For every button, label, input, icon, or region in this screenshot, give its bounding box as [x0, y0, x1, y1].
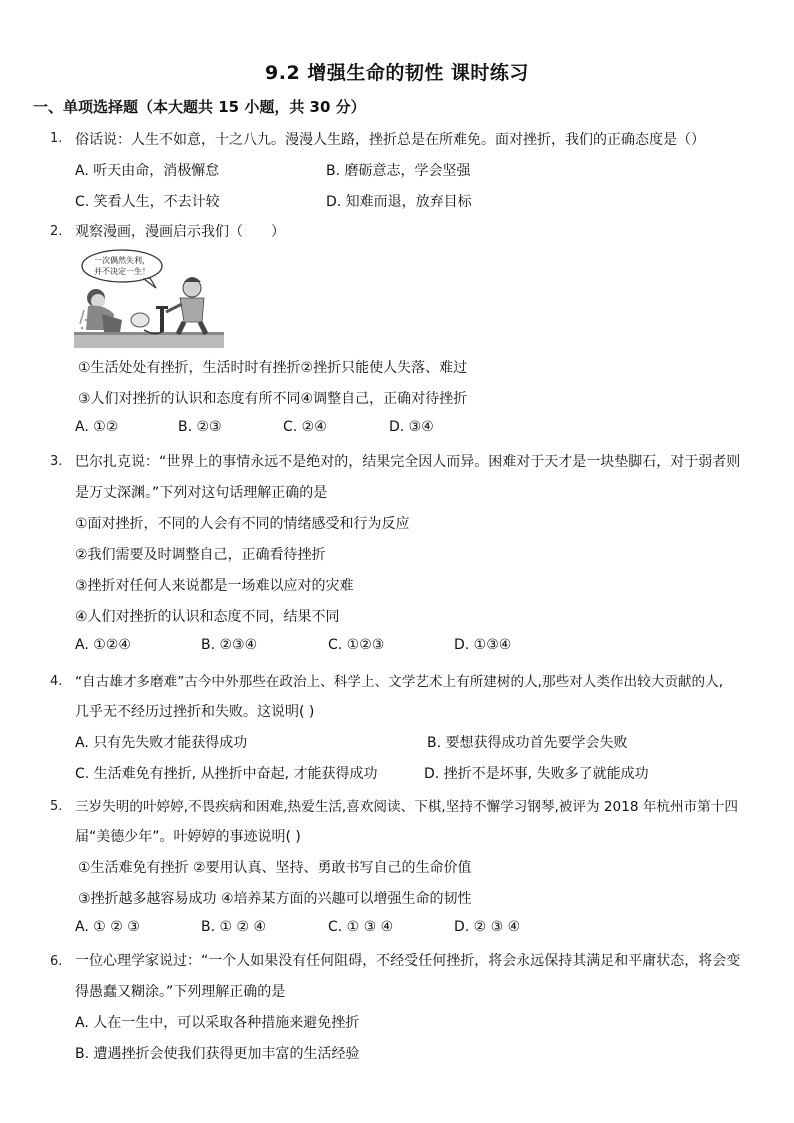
question-number: 4.	[50, 674, 63, 689]
option-d: D. 知难而退，放弃目标	[326, 194, 472, 210]
option-c: C. ① ③ ④	[328, 919, 394, 935]
option-b: B. 要想获得成功首先要学会失败	[427, 735, 628, 751]
bubble-text-line2: 并不决定一生！	[94, 267, 150, 276]
statement-line: ①生活难免有挫折 ②要用认真、坚持、勇敢书写自己的生命价值	[78, 860, 472, 876]
page-title: 9.2 增强生命的韧性 课时练习	[265, 62, 529, 84]
option-b: B. ① ② ④	[201, 919, 267, 935]
option-a: A. 只有先失败才能获得成功	[75, 735, 248, 751]
question-stem: 观察漫画，漫画启示我们（ ）	[75, 224, 285, 240]
option-d: D. 挫折不是坏事, 失败多了就能成功	[424, 766, 649, 782]
cartoon-image	[74, 248, 224, 348]
option-a: A. ①②	[75, 419, 119, 435]
option-c: C. ②④	[283, 419, 327, 435]
question-stem-line1: 一位心理学家说过：“一个人如果没有任何阻碍，不经受任何挫折，将会永远保持其满足和平庸状态，将会变	[75, 953, 741, 969]
statement-line: ④人们对挫折的认识和态度不同，结果不同	[75, 609, 340, 625]
statement-line: ①生活处处有挫折，生活时时有挫折②挫折只能使人失落、难过	[78, 360, 468, 376]
option-c: C. 笑看人生，不去计较	[75, 194, 220, 210]
option-b: B. 磨砺意志，学会坚强	[326, 163, 471, 179]
question-number: 3.	[50, 454, 63, 469]
question-stem-line2: 得愚蠢又糊涂。”下列理解正确的是	[75, 984, 286, 1000]
section-heading: 一、单项选择题（本大题共 15 小题，共 30 分）	[33, 98, 366, 116]
option-a: A. 听天由命，消极懈怠	[75, 163, 220, 179]
question-stem-line1: 巴尔扎克说：“世界上的事情永远不是绝对的，结果完全因人而异。困难对于天才是一块垫脚石，对于弱者则	[75, 454, 741, 470]
question-number: 1.	[50, 131, 63, 146]
question-stem-line1: 三岁失明的叶婷婷,不畏疾病和困难,热爱生活,喜欢阅读、下棋,坚持不懈学习钢琴,被评为 2018 年杭州市第十四	[75, 799, 738, 815]
statement-line: ③挫折越多越容易成功 ④培养某方面的兴趣可以增强生命的韧性	[78, 891, 472, 907]
statement-line: ①面对挫折，不同的人会有不同的情绪感受和行为反应	[75, 516, 410, 532]
option-d: D. ③④	[389, 419, 434, 435]
statement-line: ③挫折对任何人来说都是一场难以应对的灾难	[75, 578, 354, 594]
question-stem-line2: 是万丈深渊。”下列对这句话理解正确的是	[75, 485, 328, 501]
option-c: C. ①②③	[328, 637, 385, 653]
option-b: B. ②③	[178, 419, 222, 435]
option-b: B. 遭遇挫折会使我们获得更加丰富的生活经验	[75, 1046, 360, 1062]
statement-line: ③人们对挫折的认识和态度有所不同④调整自己，正确对待挫折	[78, 391, 468, 407]
option-a: A. ① ② ③	[75, 919, 140, 935]
option-d: D. ② ③ ④	[454, 919, 521, 935]
cartoon-drawing	[74, 248, 224, 348]
option-a: A. 人在一生中，可以采取各种措施来避免挫折	[75, 1015, 360, 1031]
question-number: 5.	[50, 799, 63, 814]
question-stem-line1: “自古雄才多磨难”古今中外那些在政治上、科学上、文学艺术上有所建树的人,那些对人类作出较大贡献的人,	[75, 674, 724, 690]
question-stem: 俗话说：人生不如意，十之八九。漫漫人生路，挫折总是在所难免。面对挫折，我们的正确态度是（）	[75, 132, 705, 148]
option-d: D. ①③④	[454, 637, 512, 653]
option-b: B. ②③④	[201, 637, 258, 653]
question-number: 2.	[50, 224, 63, 239]
question-stem-line2: 几乎无不经历过挫折和失败。这说明( )	[75, 704, 315, 720]
statement-line: ②我们需要及时调整自己，正确看待挫折	[75, 547, 326, 563]
question-stem-line2: 届“美德少年”。叶婷婷的事迹说明( )	[75, 829, 301, 845]
question-number: 6.	[50, 954, 63, 969]
bubble-text-line1: 一次偶然失利，	[94, 256, 150, 265]
option-a: A. ①②④	[75, 637, 131, 653]
option-c: C. 生活难免有挫折, 从挫折中奋起, 才能获得成功	[75, 766, 378, 782]
